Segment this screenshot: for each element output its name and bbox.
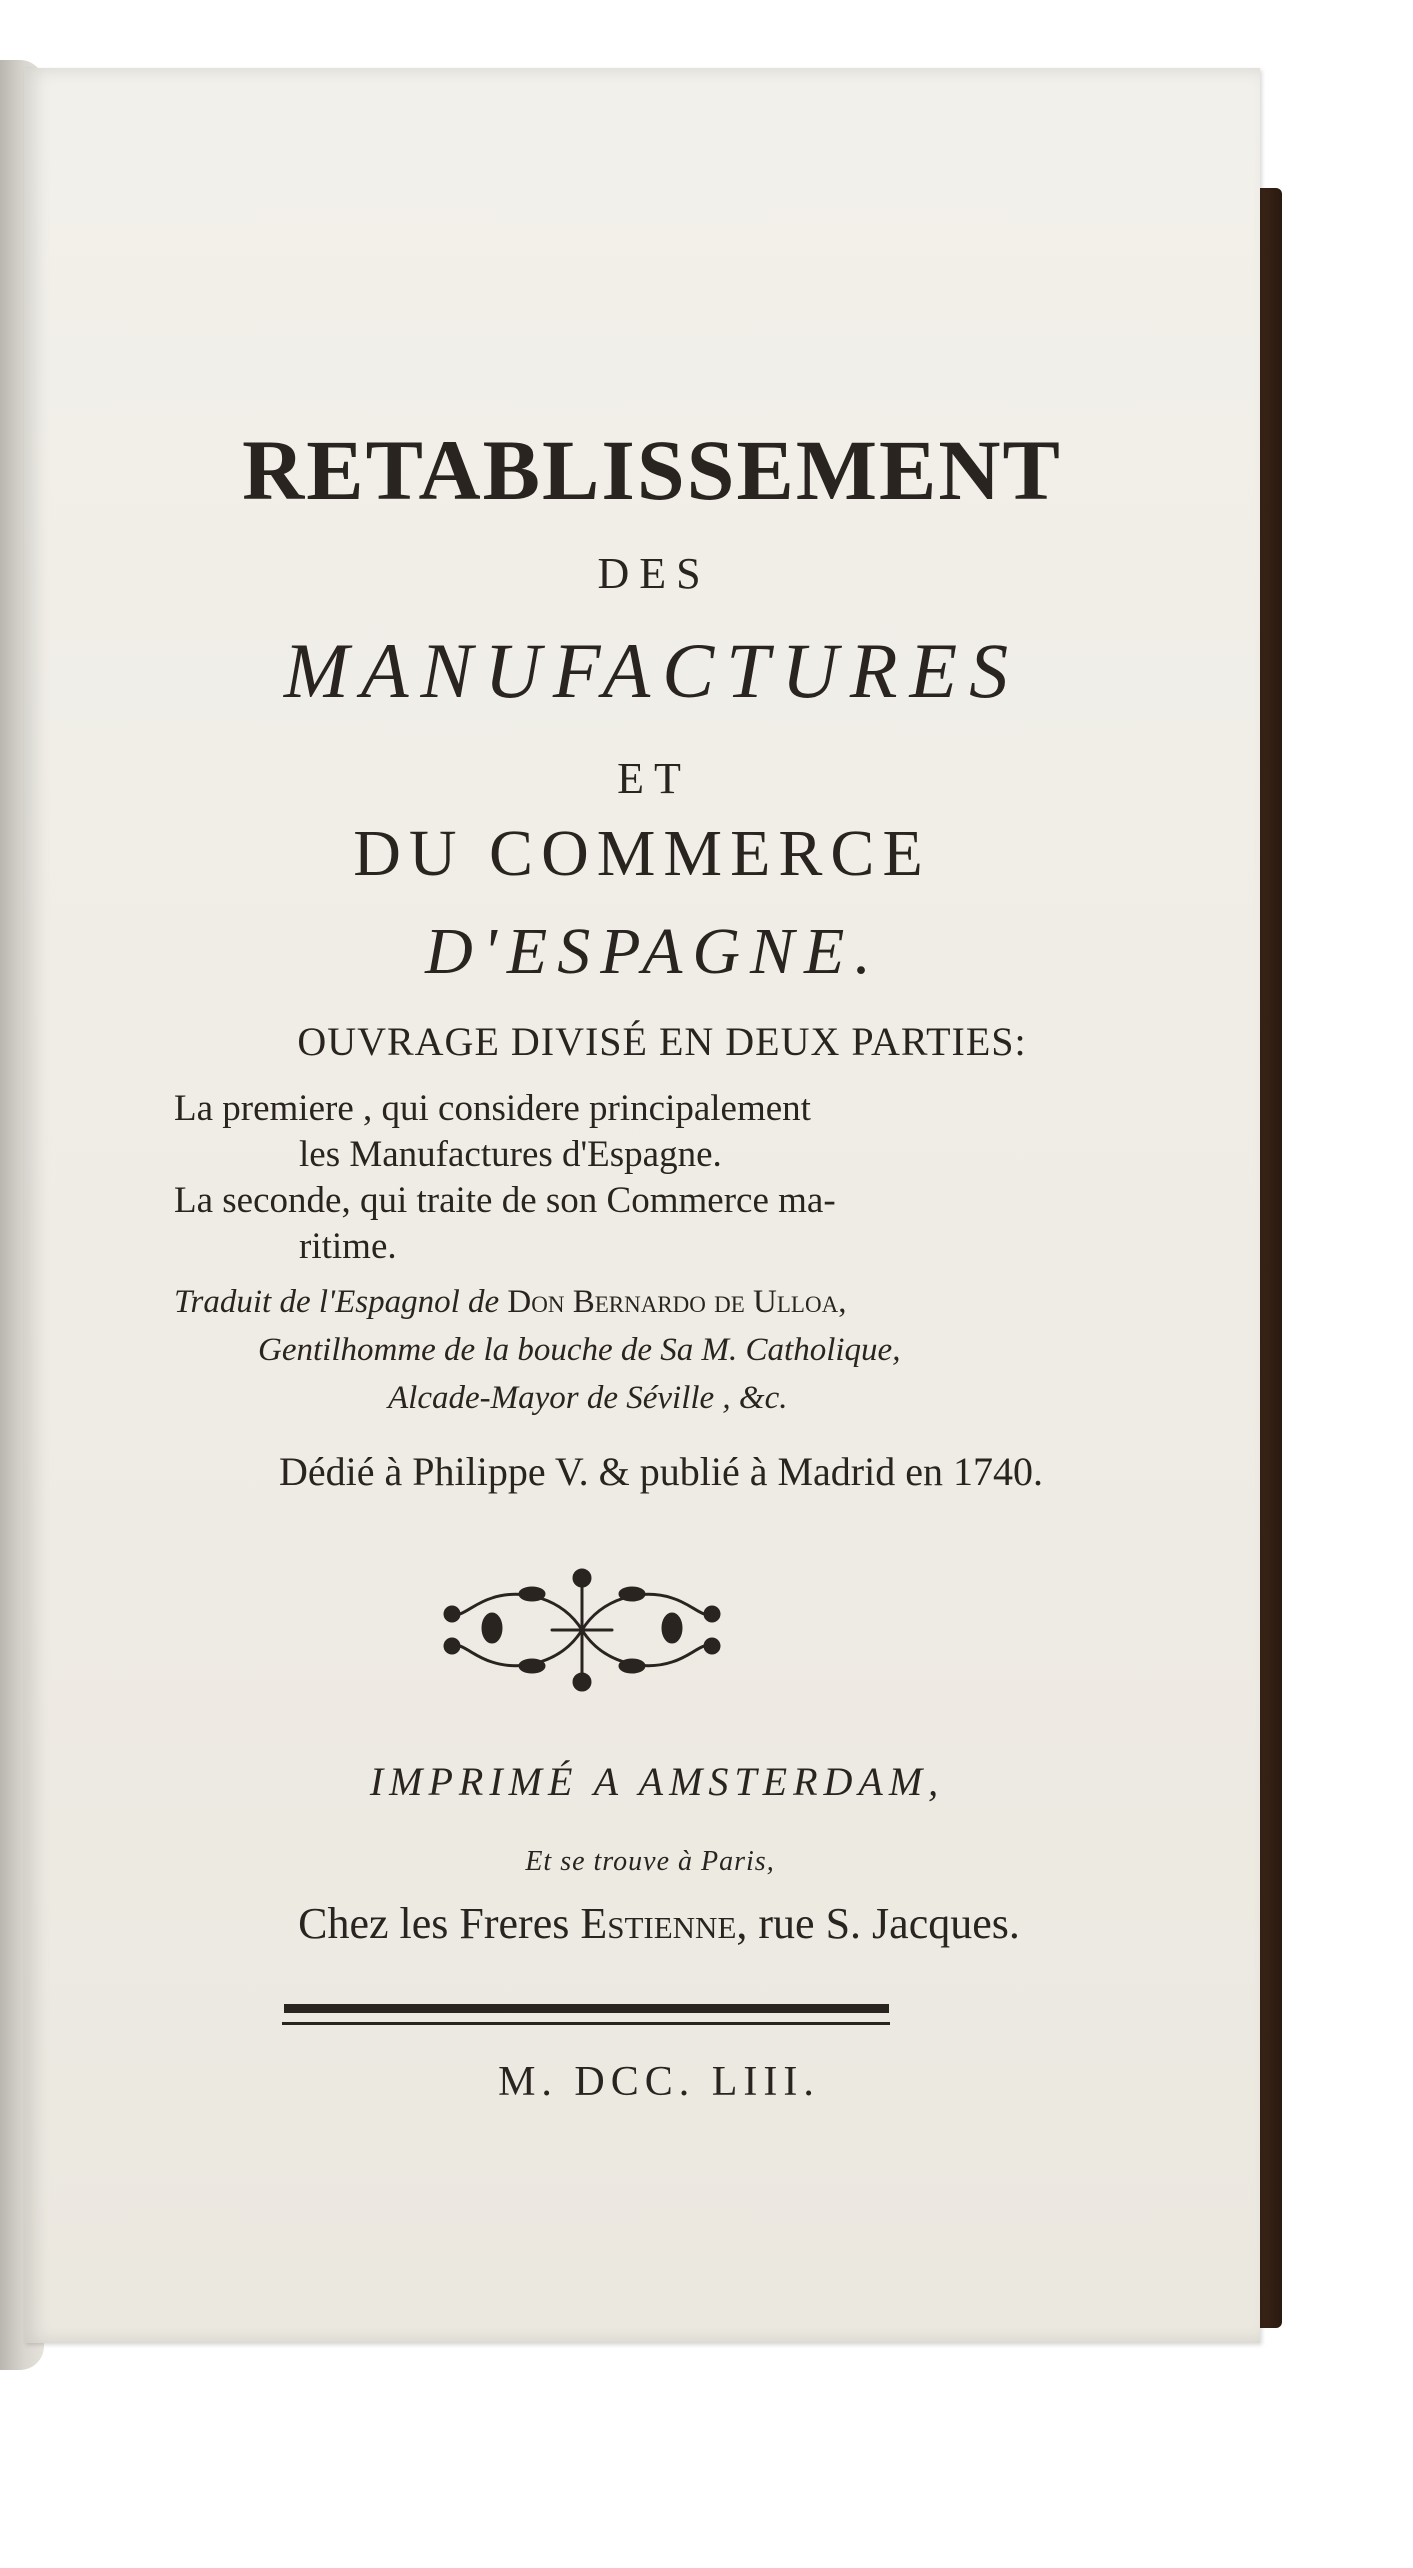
double-rule-thin xyxy=(282,2022,890,2025)
imprint-publisher xyxy=(24,1898,1260,1949)
translator-line-2: Gentilhomme de la bouche de Sa M. Catholique, xyxy=(258,1332,901,1368)
translator-prefix: Traduit de l'Espagnol de xyxy=(174,1284,508,1320)
publication-date: M. DCC. LIII. xyxy=(498,2059,820,2105)
imprint-found: Et se trouve à Paris, xyxy=(525,1846,775,1877)
translator-note xyxy=(174,1278,1074,1422)
description xyxy=(174,1086,1054,1270)
translator-line-3: Alcade-Mayor de Séville , &c. xyxy=(388,1380,788,1416)
publisher-suffix: , rue S. Jacques. xyxy=(736,1899,1020,1948)
fleuron-ornament xyxy=(432,1558,732,1702)
imprint-place: IMPRIMÉ A AMSTERDAM, xyxy=(369,1759,945,1804)
subtitle: OUVRAGE DIVISÉ EN DEUX PARTIES: xyxy=(297,1019,1027,1064)
title-page xyxy=(24,68,1260,2343)
translator-author-name: Don Bernardo de Ulloa, xyxy=(507,1284,847,1320)
title-line-6: D'ESPAGNE. xyxy=(425,915,881,988)
description-line-2: les Manufactures d'Espagne. xyxy=(299,1134,722,1175)
publisher-name: Estienne xyxy=(580,1899,737,1948)
title-line-2: DES xyxy=(597,549,711,598)
title-line-5: DU COMMERCE xyxy=(353,817,931,890)
double-rule-thick xyxy=(284,2004,889,2013)
title-line-4: ET xyxy=(617,754,691,803)
translator-line-1 xyxy=(174,1278,1074,1326)
dedication: Dédié à Philippe V. & publié à Madrid en 1740. xyxy=(279,1449,1043,1494)
title-line-1: RETABLISSEMENT xyxy=(242,422,1062,518)
description-line-3: La seconde, qui traite de son Commerce ma- xyxy=(174,1180,836,1221)
title-line-3: MANUFACTURES xyxy=(283,627,1021,714)
description-line-1: La premiere , qui considere principalement xyxy=(174,1088,811,1129)
publisher-prefix: Chez les Freres xyxy=(298,1899,581,1948)
description-line-4: ritime. xyxy=(299,1226,397,1267)
